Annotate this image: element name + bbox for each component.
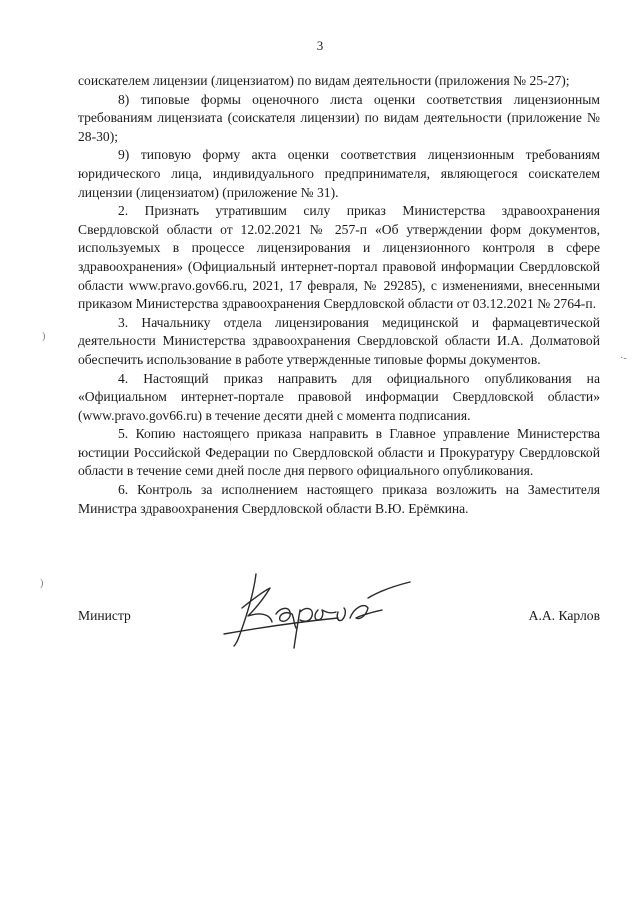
page-number: 3: [316, 38, 324, 53]
paragraph-point-4: 4. Настоящий приказ направить для официального опубликования на «Официальном интернет-портале правовой информации Свердловской области» (www.pravo.gov66.ru) в течение десяти дней с момента подписания.: [78, 370, 600, 423]
paragraph-point-6: 6. Контроль за исполнением настоящего приказа возложить на Заместителя Министра здравоохранения Свердловской области В.Ю. Ерёмкина.: [78, 482, 600, 516]
margin-mark: ): [42, 331, 46, 342]
paragraph-point-2: 2. Признать утратившим силу приказ Министерства здравоохранения Свердловской области от 12.02.2021 № 257-п «Об утверждении форм документов, используемых в процессе лицензирования и лицензионного контроля в сфере здравоохранения» (Официальный интернет-портал правовой информации Свердловской области www.pravo.gov66.ru, 2021, 17 февраля, № 29285), с изменениями, внесенными приказом Министерства здравоохранения Свердловской области от 03.12.2021 № 2764-п.: [78, 203, 600, 312]
paragraph-point-3: 3. Начальнику отдела лицензирования медицинской и фармацевтической деятельности Министерства здравоохранения Свердловской области И.А. Долматовой обеспечить использование в работе утвержденные типовые формы документов.: [78, 314, 600, 367]
margin-mark: ·-: [620, 353, 627, 364]
paragraph-item-8: 8) типовые формы оценочного листа оценки соответствия лицензионным требованиям лицензиата (соискателя лицензии) по видам деятельности (приложение № 28-30);: [78, 91, 600, 144]
signatory-title: Министр: [78, 608, 131, 623]
paragraph-item-9: 9) типовую форму акта оценки соответствия лицензионным требованиям юридического лица, индивидуального предпринимателя, являющегося соискателем лицензии (лицензиатом) (приложение № 31).: [78, 147, 600, 200]
signatory-name: А.А. Карлов: [528, 608, 600, 623]
paragraph-continuation: соискателем лицензии (лицензиатом) по видам деятельности (приложения № 25-27);: [78, 73, 570, 88]
body-text: [78, 72, 600, 518]
handwritten-signature: [218, 568, 428, 652]
paragraph-point-5: 5. Копию настоящего приказа направить в Главное управление Министерства юстиции Российской Федерации по Свердловской области и Прокуратуру Свердловской области в течение семи дней после дня первого официального опубликования.: [78, 426, 600, 479]
margin-mark: ): [40, 578, 44, 589]
signature-block: [78, 596, 600, 656]
